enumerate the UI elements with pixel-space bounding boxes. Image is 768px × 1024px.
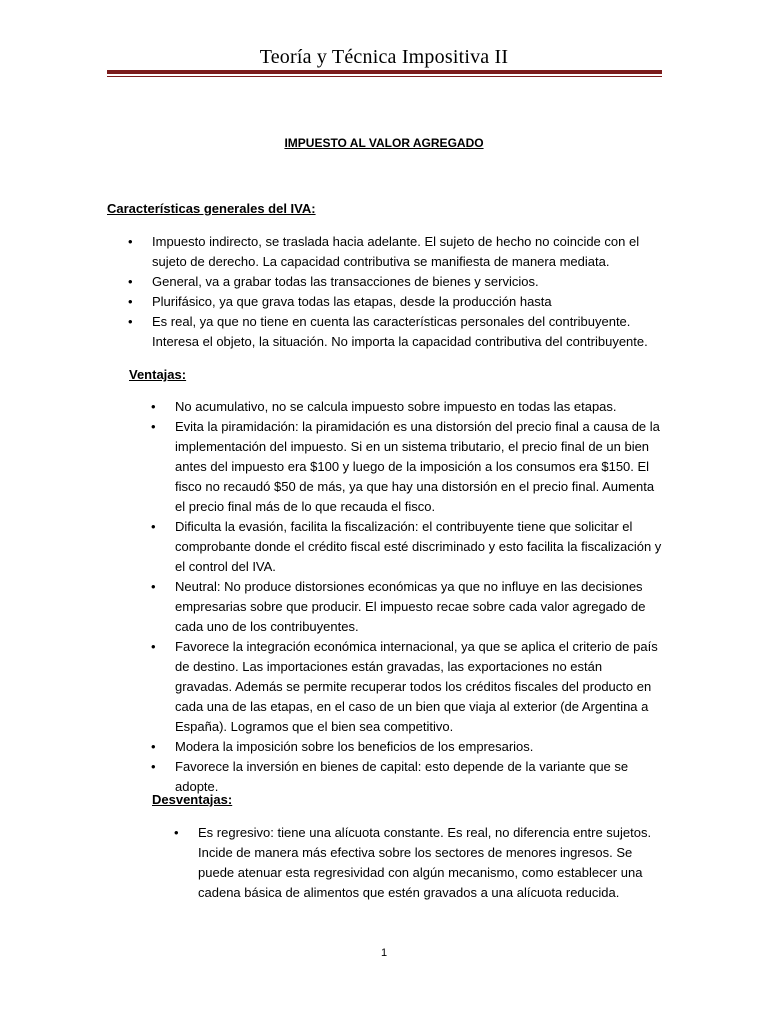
- list-item: [174, 823, 660, 903]
- bullet-icon: •: [151, 739, 156, 754]
- bullet-list-ventajas: [151, 397, 662, 797]
- list-item: [128, 272, 652, 292]
- page-number: 1: [380, 947, 388, 959]
- list-item-text: Neutral: No produce distorsiones económicas ya que no influye en las decisiones empresarias sobre que producir. El impuesto recae sobre cada valor agregado de cada uno de los contribuyentes.: [175, 579, 646, 634]
- list-item: [128, 292, 652, 312]
- section-heading-general: Características generales del IVA:: [107, 201, 316, 216]
- list-item: [151, 757, 662, 797]
- bullet-icon: •: [151, 519, 156, 534]
- list-item-text: Modera la imposición sobre los beneficios de los empresarios.: [175, 739, 534, 754]
- section-heading-ventajas: Ventajas:: [129, 367, 187, 382]
- document-title: IMPUESTO AL VALOR AGREGADO: [284, 136, 484, 150]
- list-item-text: Impuesto indirecto, se traslada hacia adelante. El sujeto de hecho no coincide con el sujeto de derecho. La capacidad contributiva se manifiesta de manera mediata.: [152, 234, 640, 269]
- list-item-text: Dificulta la evasión, facilita la fiscalización: el contribuyente tiene que solicitar el comprobante donde el crédito fiscal esté discriminado y esto facilita la fiscalización y el control del IVA.: [175, 519, 662, 574]
- list-item-text: Es regresivo: tiene una alícuota constante. Es real, no diferencia entre sujetos. Incide de manera más efectiva sobre los sectores de menores ingresos. Se puede atenuar esta regresividad con algún mecanismo, como establecer una cadena básica de alimentos que estén gravados a una alícuota reducida.: [198, 825, 652, 900]
- bullet-icon: •: [174, 825, 179, 840]
- list-item-text: Favorece la integración económica internacional, ya que se aplica el criterio de país de destino. Las importaciones están gravadas, las exportaciones no están gravadas. Además se permite recuperar todos los créditos fiscales del producto en cada una de las etapas, en el caso de un bien que viaja al exterior (de Argentina a España). Logramos que el bien sea competitivo.: [175, 639, 658, 734]
- bullet-icon: •: [128, 274, 133, 289]
- list-item: [128, 312, 652, 352]
- bullet-icon: •: [151, 759, 156, 774]
- list-item: [128, 232, 652, 272]
- list-item-text: Es real, ya que no tiene en cuenta las características personales del contribuyente. Interesa el objeto, la situación. No importa la capacidad contributiva del contribuyente.: [152, 314, 648, 349]
- bullet-icon: •: [128, 234, 133, 249]
- bullet-icon: •: [151, 579, 156, 594]
- list-item: [151, 637, 662, 737]
- bullet-icon: •: [151, 399, 156, 414]
- section-heading-desventajas: Desventajas:: [152, 792, 233, 807]
- bullet-icon: •: [151, 419, 156, 434]
- bullet-list-general: [128, 232, 652, 352]
- bullet-icon: •: [128, 314, 133, 329]
- bullet-icon: •: [151, 639, 156, 654]
- header-rule-thin: [107, 76, 662, 77]
- list-item: [151, 417, 662, 517]
- list-item-text: General, va a grabar todas las transacciones de bienes y servicios.: [152, 274, 539, 289]
- page-header-title: Teoría y Técnica Impositiva II: [259, 46, 509, 68]
- bullet-list-desventajas: [174, 823, 660, 903]
- list-item-text: No acumulativo, no se calcula impuesto sobre impuesto en todas las etapas.: [175, 399, 617, 414]
- header-rule-thick: [107, 70, 662, 74]
- list-item-text: Evita la piramidación: la piramidación es una distorsión del precio final a causa de la implementación del impuesto. Si en un sistema tributario, el precio final de un bien antes del impuesto era $100 y luego de la imposición a los consumos era $150. El fisco no recaudó $50 de más, ya que hay una distorsión en el precio final. Aumenta el precio final más de lo que recauda el fisco.: [175, 419, 660, 514]
- list-item-text: Favorece la inversión en bienes de capital: esto depende de la variante que se adopte.: [175, 759, 629, 794]
- list-item: [151, 577, 662, 637]
- bullet-icon: •: [128, 294, 133, 309]
- list-item: [151, 737, 662, 757]
- list-item: [151, 397, 662, 417]
- list-item: [151, 517, 662, 577]
- list-item-text: Plurifásico, ya que grava todas las etapas, desde la producción hasta: [152, 294, 552, 309]
